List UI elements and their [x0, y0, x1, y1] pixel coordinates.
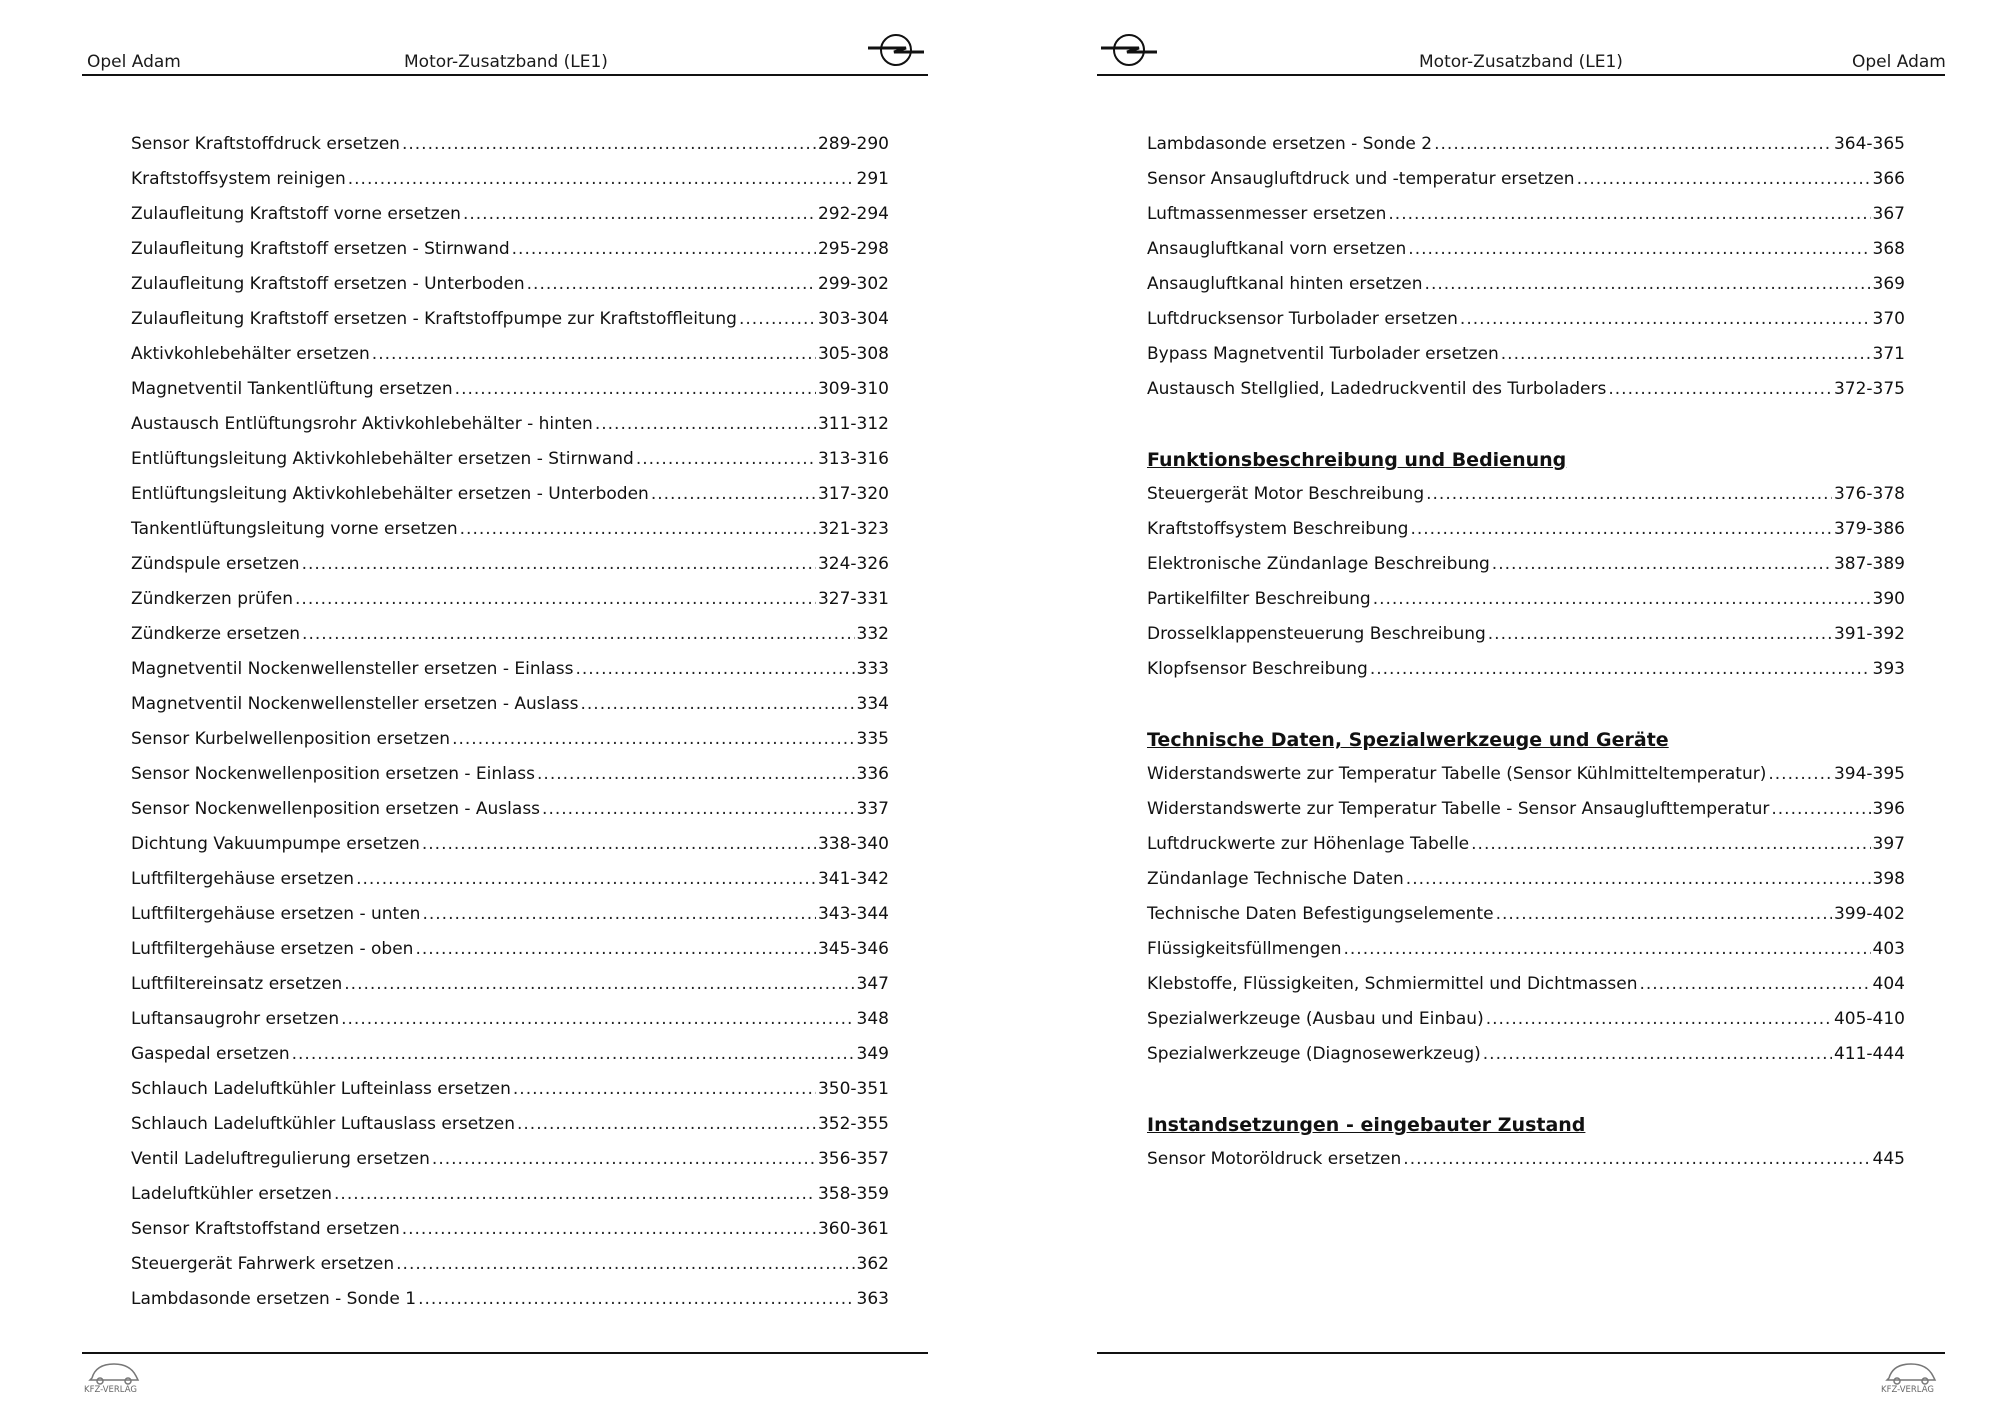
toc-entry-pages: 350-351	[817, 1079, 889, 1099]
toc-entry-title: Spezialwerkzeuge (Diagnosewerkzeug)	[1147, 1044, 1481, 1064]
toc-entry-title: Schlauch Ladeluftkühler Lufteinlass ersetzen	[131, 1079, 511, 1099]
toc-leader-dots	[1639, 971, 1870, 997]
toc-entry	[131, 306, 889, 341]
toc-entry-pages: 356-357	[817, 1149, 889, 1169]
toc-entry-title: Sensor Kraftstoffstand ersetzen	[131, 1219, 400, 1239]
toc-entry	[131, 516, 889, 551]
toc-entry	[131, 236, 889, 271]
toc-entry	[131, 551, 889, 586]
toc-entry	[1147, 761, 1905, 796]
toc-entry-title: Zündspule ersetzen	[131, 554, 300, 574]
toc-leader-dots	[334, 1181, 816, 1207]
toc-entry-pages: 332	[856, 624, 889, 644]
toc-entry	[1147, 306, 1905, 341]
toc-leader-dots	[581, 691, 855, 717]
toc-leader-dots	[1608, 376, 1832, 402]
toc-entry-pages: 334	[856, 694, 889, 714]
toc-entry-title: Zulaufleitung Kraftstoff vorne ersetzen	[131, 204, 461, 224]
toc-entry	[131, 131, 889, 166]
section-spacer	[1147, 1076, 1905, 1111]
header-title: Motor-Zusatzband (LE1)	[404, 52, 608, 72]
toc-leader-dots	[512, 236, 816, 262]
toc-entry-pages: 343-344	[817, 904, 889, 924]
toc-entry	[131, 761, 889, 796]
toc-entry	[131, 936, 889, 971]
toc-entry-title: Luftfiltereinsatz ersetzen	[131, 974, 343, 994]
toc-leader-dots	[1403, 1146, 1870, 1172]
toc-leader-dots	[1486, 1006, 1832, 1032]
toc-entry-title: Spezialwerkzeuge (Ausbau und Einbau)	[1147, 1009, 1484, 1029]
toc-leader-dots	[415, 936, 816, 962]
toc-entry-pages: 394-395	[1833, 764, 1905, 784]
toc-entry-pages: 341-342	[817, 869, 889, 889]
toc-leader-dots	[1501, 341, 1871, 367]
toc-leader-dots	[1406, 866, 1871, 892]
toc-entry-pages: 379-386	[1833, 519, 1905, 539]
toc-entry-title: Zündkerzen prüfen	[131, 589, 294, 609]
header-brand: Opel Adam	[87, 52, 181, 72]
toc-entry-pages: 321-323	[817, 519, 889, 539]
toc-leader-dots	[418, 1286, 854, 1312]
toc-leader-dots	[595, 411, 816, 437]
toc-leader-dots	[402, 131, 816, 157]
toc-leader-dots	[452, 726, 854, 752]
toc-entry-pages: 391-392	[1833, 624, 1905, 644]
toc-entry-title: Luftmassenmesser ersetzen	[1147, 204, 1387, 224]
toc-entry-pages: 292-294	[817, 204, 889, 224]
toc-leader-dots	[1426, 481, 1832, 507]
toc-leader-dots	[1388, 201, 1870, 227]
toc-leader-dots	[1768, 761, 1832, 787]
toc-entry-pages: 404	[1872, 974, 1905, 994]
toc-leader-dots	[396, 1251, 854, 1277]
toc-leader-dots	[739, 306, 816, 332]
toc-entry-title: Drosselklappensteuerung Beschreibung	[1147, 624, 1486, 644]
toc-entry-title: Technische Daten Befestigungselemente	[1147, 904, 1494, 924]
toc-entry	[131, 481, 889, 516]
toc-entry-title: Steuergerät Motor Beschreibung	[1147, 484, 1425, 504]
toc-entry-title: Partikelfilter Beschreibung	[1147, 589, 1371, 609]
toc-entry-pages: 303-304	[817, 309, 889, 329]
toc-entry-pages: 345-346	[817, 939, 889, 959]
toc-entry-title: Luftansaugrohr ersetzen	[131, 1009, 340, 1029]
toc-entry-title: Luftfiltergehäuse ersetzen	[131, 869, 355, 889]
toc-leader-dots	[513, 1076, 816, 1102]
toc-entry	[131, 271, 889, 306]
toc-entry-title: Kraftstoffsystem Beschreibung	[1147, 519, 1409, 539]
footer-rule	[82, 1352, 928, 1354]
toc-leader-dots	[348, 166, 855, 192]
toc-entry	[131, 621, 889, 656]
toc-entry	[1147, 796, 1905, 831]
header-brand: Opel Adam	[1852, 52, 1946, 72]
toc-leader-dots	[402, 1216, 816, 1242]
toc-entry	[1147, 131, 1905, 166]
toc-entry-title: Magnetventil Nockenwellensteller ersetzen - Auslass	[131, 694, 579, 714]
footer-rule	[1097, 1352, 1945, 1354]
toc-entry	[1147, 621, 1905, 656]
toc-entry-title: Klopfsensor Beschreibung	[1147, 659, 1368, 679]
toc-entry	[131, 796, 889, 831]
toc-entry-pages: 393	[1872, 659, 1905, 679]
toc-entry-pages: 445	[1872, 1149, 1905, 1169]
toc-entry-pages: 368	[1872, 239, 1905, 259]
toc-entry	[1147, 586, 1905, 621]
toc-entry	[1147, 1146, 1905, 1181]
toc-entry-pages: 362	[856, 1254, 889, 1274]
toc-entry-title: Kraftstoffsystem reinigen	[131, 169, 346, 189]
toc-leader-dots	[575, 656, 854, 682]
kfz-verlag-logo-icon	[82, 1356, 148, 1396]
toc-entry-pages: 366	[1872, 169, 1905, 189]
toc-leader-dots	[517, 1111, 816, 1137]
toc-leader-dots	[455, 376, 816, 402]
toc-entry	[131, 726, 889, 761]
toc-entry	[131, 1041, 889, 1076]
toc-entry-title: Sensor Kraftstoffdruck ersetzen	[131, 134, 400, 154]
toc-leader-dots	[372, 341, 816, 367]
toc-entry	[131, 1146, 889, 1181]
toc-entry-pages: 295-298	[817, 239, 889, 259]
toc-entry-title: Ansaugluftkanal hinten ersetzen	[1147, 274, 1423, 294]
toc-entry-pages: 311-312	[817, 414, 889, 434]
toc-entry-pages: 327-331	[817, 589, 889, 609]
toc-leader-dots	[432, 1146, 816, 1172]
toc-entry	[1147, 1006, 1905, 1041]
toc-entry	[131, 1286, 889, 1321]
toc-leader-dots	[302, 621, 855, 647]
toc-entry-pages: 352-355	[817, 1114, 889, 1134]
toc-entry-title: Entlüftungsleitung Aktivkohlebehälter ersetzen - Stirnwand	[131, 449, 634, 469]
header-rule	[1097, 74, 1945, 76]
toc-entry-pages: 313-316	[817, 449, 889, 469]
toc-right	[1147, 131, 1905, 1181]
toc-entry-pages: 337	[856, 799, 889, 819]
section-spacer	[1147, 691, 1905, 726]
section-spacer	[1147, 411, 1905, 446]
toc-entry	[131, 341, 889, 376]
toc-entry	[1147, 271, 1905, 306]
header-rule	[82, 74, 928, 76]
toc-entry-title: Ladeluftkühler ersetzen	[131, 1184, 333, 1204]
toc-entry-title: Austausch Stellglied, Ladedruckventil des Turboladers	[1147, 379, 1607, 399]
toc-entry	[1147, 971, 1905, 1006]
toc-leader-dots	[356, 866, 816, 892]
toc-entry-pages: 348	[856, 1009, 889, 1029]
toc-entry-title: Sensor Nockenwellenposition ersetzen - Auslass	[131, 799, 541, 819]
toc-leader-dots	[1771, 796, 1870, 822]
opel-logo-icon	[866, 30, 926, 70]
toc-leader-dots	[527, 271, 816, 297]
toc-entry-pages: 405-410	[1833, 1009, 1905, 1029]
toc-entry-title: Lambdasonde ersetzen - Sonde 1	[131, 1289, 417, 1309]
toc-entry-title: Sensor Nockenwellenposition ersetzen - Einlass	[131, 764, 536, 784]
toc-entry-title: Elektronische Zündanlage Beschreibung	[1147, 554, 1490, 574]
toc-entry-pages: 309-310	[817, 379, 889, 399]
toc-leader-dots	[1370, 656, 1871, 682]
toc-entry	[131, 201, 889, 236]
toc-entry-pages: 333	[856, 659, 889, 679]
right-page	[1000, 0, 2000, 1413]
footer-logo-text: KFZ-VERLAG	[1881, 1385, 1934, 1395]
toc-leader-dots	[1373, 586, 1871, 612]
toc-entry-pages: 291	[856, 169, 889, 189]
toc-entry-title: Magnetventil Tankentlüftung ersetzen	[131, 379, 453, 399]
toc-entry-title: Ventil Ladeluftregulierung ersetzen	[131, 1149, 430, 1169]
opel-logo-icon	[1099, 30, 1159, 70]
toc-leader-dots	[422, 901, 816, 927]
toc-leader-dots	[341, 1006, 854, 1032]
toc-leader-dots	[1410, 516, 1832, 542]
toc-entry-title: Sensor Ansaugluftdruck und -temperatur ersetzen	[1147, 169, 1575, 189]
toc-entry-title: Gaspedal ersetzen	[131, 1044, 290, 1064]
toc-entry-pages: 338-340	[817, 834, 889, 854]
toc-leader-dots	[636, 446, 816, 472]
toc-entry-title: Luftfiltergehäuse ersetzen - oben	[131, 939, 414, 959]
toc-entry-title: Dichtung Vakuumpumpe ersetzen	[131, 834, 420, 854]
toc-entry	[131, 901, 889, 936]
toc-entry	[131, 586, 889, 621]
toc-leader-dots	[542, 796, 855, 822]
toc-leader-dots	[1488, 621, 1832, 647]
footer-logo-text: KFZ-VERLAG	[84, 1385, 137, 1395]
toc-entry	[131, 166, 889, 201]
toc-leader-dots	[1434, 131, 1832, 157]
toc-entry-title: Lambdasonde ersetzen - Sonde 2	[1147, 134, 1433, 154]
toc-entry-title: Austausch Entlüftungsrohr Aktivkohlebehälter - hinten	[131, 414, 593, 434]
toc-entry	[131, 1006, 889, 1041]
toc-entry-pages: 390	[1872, 589, 1905, 609]
toc-entry-title: Luftdrucksensor Turbolader ersetzen	[1147, 309, 1458, 329]
toc-entry-pages: 399-402	[1833, 904, 1905, 924]
toc-leader-dots	[1343, 936, 1870, 962]
section-heading: Technische Daten, Spezialwerkzeuge und Geräte	[1147, 729, 1669, 751]
toc-leader-dots	[460, 516, 816, 542]
toc-entry-pages: 360-361	[817, 1219, 889, 1239]
toc-leader-dots	[1492, 551, 1832, 577]
toc-leader-dots	[1471, 831, 1870, 857]
toc-entry	[1147, 236, 1905, 271]
toc-entry	[1147, 551, 1905, 586]
toc-entry	[1147, 831, 1905, 866]
toc-entry	[131, 446, 889, 481]
toc-leader-dots	[1577, 166, 1871, 192]
toc-left	[131, 131, 889, 1321]
toc-entry	[1147, 481, 1905, 516]
toc-entry	[131, 866, 889, 901]
toc-entry-title: Zulaufleitung Kraftstoff ersetzen - Stirnwand	[131, 239, 510, 259]
toc-leader-dots	[1460, 306, 1871, 332]
toc-leader-dots	[1483, 1041, 1832, 1067]
toc-entry	[1147, 201, 1905, 236]
toc-entry-title: Klebstoffe, Flüssigkeiten, Schmiermittel und Dichtmassen	[1147, 974, 1638, 994]
toc-entry	[1147, 376, 1905, 411]
toc-entry	[131, 656, 889, 691]
toc-entry-pages: 317-320	[817, 484, 889, 504]
toc-entry-title: Tankentlüftungsleitung vorne ersetzen	[131, 519, 458, 539]
kfz-verlag-logo-icon	[1879, 1356, 1945, 1396]
toc-entry	[131, 411, 889, 446]
toc-entry	[131, 691, 889, 726]
toc-entry-title: Schlauch Ladeluftkühler Luftauslass ersetzen	[131, 1114, 515, 1134]
toc-entry-title: Bypass Magnetventil Turbolader ersetzen	[1147, 344, 1499, 364]
toc-leader-dots	[292, 1041, 855, 1067]
toc-leader-dots	[1425, 271, 1871, 297]
toc-entry-pages: 398	[1872, 869, 1905, 889]
toc-entry-title: Magnetventil Nockenwellensteller ersetzen - Einlass	[131, 659, 574, 679]
toc-entry	[1147, 936, 1905, 971]
toc-entry-title: Sensor Kurbelwellenposition ersetzen	[131, 729, 451, 749]
toc-entry-title: Zündanlage Technische Daten	[1147, 869, 1404, 889]
toc-entry-pages: 324-326	[817, 554, 889, 574]
toc-entry-title: Aktivkohlebehälter ersetzen	[131, 344, 370, 364]
toc-entry-pages: 370	[1872, 309, 1905, 329]
toc-entry	[131, 831, 889, 866]
section-heading: Instandsetzungen - eingebauter Zustand	[1147, 1114, 1586, 1136]
toc-leader-dots	[463, 201, 816, 227]
toc-leader-dots	[344, 971, 854, 997]
toc-entry-title: Sensor Motoröldruck ersetzen	[1147, 1149, 1402, 1169]
toc-entry-pages: 396	[1872, 799, 1905, 819]
toc-entry	[131, 376, 889, 411]
toc-entry	[131, 1216, 889, 1251]
toc-entry-title: Widerstandswerte zur Temperatur Tabelle - Sensor Ansauglufttemperatur	[1147, 799, 1770, 819]
toc-leader-dots	[651, 481, 816, 507]
toc-entry	[1147, 341, 1905, 376]
toc-entry-title: Zulaufleitung Kraftstoff ersetzen - Unterboden	[131, 274, 525, 294]
toc-entry	[1147, 656, 1905, 691]
toc-leader-dots	[302, 551, 816, 577]
toc-entry-pages: 397	[1872, 834, 1905, 854]
toc-leader-dots	[295, 586, 816, 612]
toc-entry	[131, 1111, 889, 1146]
toc-leader-dots	[1408, 236, 1870, 262]
toc-entry-pages: 403	[1872, 939, 1905, 959]
toc-entry-pages: 363	[856, 1289, 889, 1309]
toc-entry	[1147, 166, 1905, 201]
toc-entry-title: Zulaufleitung Kraftstoff ersetzen - Kraftstoffpumpe zur Kraftstoffleitung	[131, 309, 737, 329]
toc-entry-title: Flüssigkeitsfüllmengen	[1147, 939, 1342, 959]
toc-entry	[131, 1181, 889, 1216]
toc-entry-pages: 305-308	[817, 344, 889, 364]
toc-leader-dots	[1496, 901, 1832, 927]
header-title: Motor-Zusatzband (LE1)	[1419, 52, 1623, 72]
toc-entry	[1147, 866, 1905, 901]
toc-entry	[1147, 516, 1905, 551]
toc-entry	[131, 1251, 889, 1286]
toc-entry-title: Steuergerät Fahrwerk ersetzen	[131, 1254, 395, 1274]
toc-entry-pages: 411-444	[1833, 1044, 1905, 1064]
toc-entry-pages: 371	[1872, 344, 1905, 364]
toc-entry	[131, 971, 889, 1006]
toc-entry-pages: 335	[856, 729, 889, 749]
toc-entry-pages: 387-389	[1833, 554, 1905, 574]
toc-entry-pages: 289-290	[817, 134, 889, 154]
toc-entry-pages: 376-378	[1833, 484, 1905, 504]
toc-entry-pages: 372-375	[1833, 379, 1905, 399]
toc-entry	[1147, 1041, 1905, 1076]
toc-entry-pages: 367	[1872, 204, 1905, 224]
toc-entry-pages: 336	[856, 764, 889, 784]
toc-entry-title: Widerstandswerte zur Temperatur Tabelle (Sensor Kühlmitteltemperatur)	[1147, 764, 1767, 784]
toc-leader-dots	[537, 761, 855, 787]
toc-entry-pages: 358-359	[817, 1184, 889, 1204]
toc-entry	[131, 1076, 889, 1111]
toc-entry	[1147, 901, 1905, 936]
toc-entry-pages: 347	[856, 974, 889, 994]
toc-entry-title: Entlüftungsleitung Aktivkohlebehälter ersetzen - Unterboden	[131, 484, 649, 504]
toc-entry-pages: 369	[1872, 274, 1905, 294]
toc-entry-pages: 349	[856, 1044, 889, 1064]
toc-entry-title: Luftdruckwerte zur Höhenlage Tabelle	[1147, 834, 1470, 854]
toc-entry-title: Ansaugluftkanal vorn ersetzen	[1147, 239, 1407, 259]
toc-leader-dots	[422, 831, 816, 857]
toc-entry-title: Luftfiltergehäuse ersetzen - unten	[131, 904, 421, 924]
toc-entry-pages: 299-302	[817, 274, 889, 294]
toc-entry-title: Zündkerze ersetzen	[131, 624, 301, 644]
toc-entry-pages: 364-365	[1833, 134, 1905, 154]
section-heading: Funktionsbeschreibung und Bedienung	[1147, 449, 1567, 471]
